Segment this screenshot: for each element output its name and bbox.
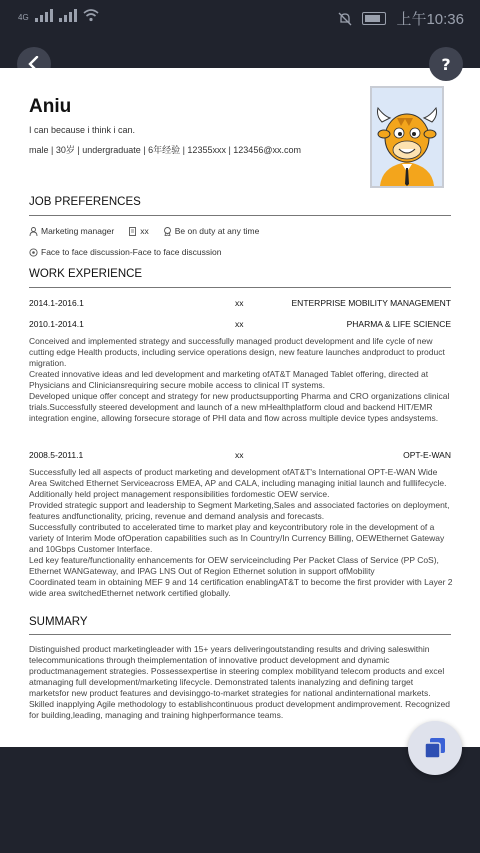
job-preferences-title: JOB PREFERENCES [29,196,141,208]
mute-icon [338,12,352,26]
badge-icon [163,227,172,236]
job-dates: 2014.1-2016.1 [29,298,84,308]
resume-motto: I can because i think i can. [29,125,136,135]
divider [29,215,451,216]
summary-text: Distinguished product marketingleader with 15+ years deliveringoutstanding results and driving saleswithin telecommunications through theimplementation of innovative product development and dynamic productmanagement strategies. Possessexpertise in steering complex mobilityand telecom products and excel atmanaging full development/marketing lifecycle. Demonstrated talents inanalyzing and defining target marketsfor new product features and devisinggo-to-market strategies for national andinternational markets. Skilled inapplying Agile methodology to establishcontinuous product development andimprovement. Recognized for building,leading, managing and training highperformance teams. [29,644,451,720]
copy-button[interactable] [408,721,462,775]
job-title: xx [235,450,244,460]
pref-availability-text: Be on duty at any time [174,226,260,236]
job-title: xx [235,298,244,308]
pref-salary [128,226,149,236]
pref-position [29,226,114,236]
battery-icon [362,12,386,25]
job-dates: 2010.1-2014.1 [29,319,84,329]
pref-position-text: Marketing manager [41,226,115,236]
resume-name: Aniu [29,96,72,117]
document-icon [128,227,137,236]
job-description: Conceived and implemented strategy and successfully managed product development and life cycle of new cutting edge Health products, including service operations design, new feature launches andproduct to product migration. Created innovative ideas and led development and marketing ofAT&T Managed Tablet offering, directed at Physicians and Cliniciansrequiring secure mobile access to clinical IT systems. Developed unique offer concept and strategy for new productsupporting Pharma and CRO organizations clinical trials.Successfully steered development and launch of a new mHealthplatform cloud and backend HIT/EMR integration engine, allowing forsecure storage of PHI data and flow across multiple device types andsystems. [29,336,450,423]
pref-interview-text: Face to face discussion-Face to face discussion [41,247,222,257]
job-company: OPT-E-WAN [403,450,451,460]
divider [29,287,451,288]
question-icon: ? [441,54,451,74]
avatar [370,86,444,188]
bull-avatar-icon [372,88,442,186]
help-button[interactable] [429,47,463,81]
pref-salary-text: xx [140,226,149,236]
job-dates: 2008.5-2011.1 [29,450,84,460]
job-company: PHARMA & LIFE SCIENCE [346,319,451,329]
wifi-icon [83,9,99,22]
job-title: xx [235,319,244,329]
clock: 上午10:36 [396,11,464,28]
job-company: ENTERPRISE MOBILITY MANAGEMENT [291,298,451,308]
copy-icon [423,736,447,760]
resume-info: male | 30岁 | undergraduate | 6年经验 | 12355xxx | 123456@xx.com [29,145,301,155]
pref-availability [163,226,260,236]
summary-title: SUMMARY [29,616,88,628]
work-experience-title: WORK EXPERIENCE [29,268,143,280]
divider [29,634,451,635]
interview-row [29,247,221,257]
pref-interview [29,247,221,257]
signal-icon-2 [59,8,77,22]
job-description: Successfully led all aspects of product marketing and development ofAT&T's International OPT-E-WAN Wide Area Switched Ethernet Serviceacross EMEA, AP and CALA, including managing initial launch and fulllifecycle. Additionally held project management responsibilities fordomestic OEW service. Provided strategic support and leadership to Segment Marketing,Sales and associated factories on deployment, features andfunctionality, pricing, revenue and demand analysis and forecasts. Successfully contributed to accelerated time to market play and keycontributory role in the development of a variety of Interim Mode ofOperation capabilities such as In Country/In Currency Billing, OEWEthernet Gateway and 10Gbps Customer Interface. Led key feature/functionality enhancements for OEW serviceincluding Per Packet Class of Service (PP CoS), Ethernet WANGateway, and IPAG LNS Out of Region Ethernet solution in support ofMobility Coordinated team in obtaining MEF 9 and 14 certification enablingAT&T to become the first provider with Layer 2 wide area switchedEthernet network certified globally. [29,467,453,598]
person-icon [29,227,38,236]
status-bar [0,0,480,34]
signal-icon [35,8,53,22]
job-preferences-row [29,226,259,236]
resume-page [0,68,480,747]
network-label: 4G [18,13,29,22]
target-icon [29,248,38,257]
